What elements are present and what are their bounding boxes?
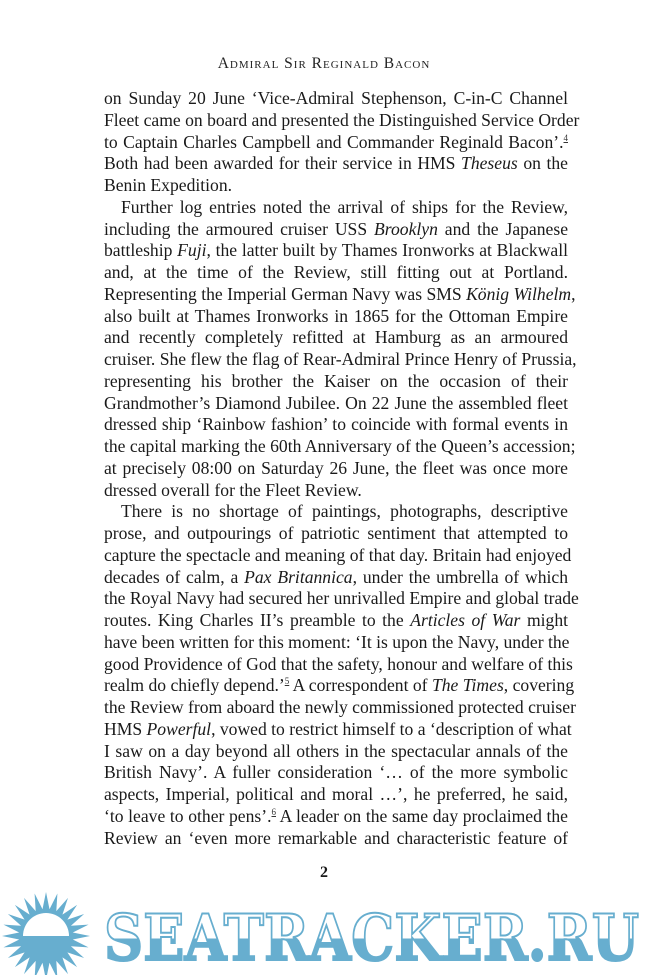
text-run: aspects, Imperial, political and moral …’, he preferred, he said, [104, 784, 568, 804]
text-line [104, 632, 568, 654]
text-line [104, 697, 576, 719]
text-line [104, 132, 568, 154]
text-run: A leader on the same day proclaimed the [276, 805, 568, 826]
text-run: Review an ‘even more remarkable and characteristic feature of [104, 827, 568, 848]
text-run: and the Japanese [437, 218, 569, 239]
running-head: Admiral Sir Reginald Bacon [217, 55, 431, 72]
text-run: I saw on a day beyond all others in the spectacular annals of the [104, 740, 568, 761]
text-line [104, 393, 568, 415]
text-run: , under the umbrella of which [352, 566, 568, 587]
text-run: Further log entries noted the arrival of ships for the Review, [121, 196, 568, 217]
watermark-logo [0, 882, 648, 975]
text-line [104, 718, 572, 741]
text-line [104, 414, 568, 436]
text-line [104, 828, 568, 850]
text-run: and recently completely refitted at Hamburg as an armoured [104, 327, 568, 348]
text-run: , the latter built by Thames Ironworks at Blackwall [206, 240, 568, 261]
text-line [104, 762, 568, 784]
text-run: Benin Expedition. [104, 175, 233, 195]
text-run: decades of calm, a [104, 566, 245, 587]
watermark-text: SEATRACKER.RU [104, 901, 639, 975]
text-line [104, 675, 575, 697]
text-run: Fleet came on board and presented the Distinguished Service Order [104, 109, 580, 130]
text-run: including the armoured cruiser USS [104, 218, 375, 239]
text-run: at precisely 08:00 on Saturday 26 June, the fleet was once more [104, 457, 568, 478]
text-run: realm do chiefly depend.’ [104, 675, 285, 696]
body-text [104, 88, 580, 849]
text-line [104, 806, 568, 828]
text-line [104, 262, 568, 284]
text-run: Both had been awarded for their service in HMS [104, 153, 462, 174]
italic-text: Fuji [177, 240, 207, 261]
page-number: 2 [320, 864, 328, 881]
text-line [104, 436, 576, 458]
text-line [104, 653, 573, 676]
text-line [104, 175, 568, 197]
text-run: good Providence of God that the safety, honour and welfare of this [104, 653, 573, 674]
text-run: cruiser. She flew the flag of Rear-Admiral Prince Henry of Prussia, [104, 349, 577, 369]
text-run: Grandmother’s Diamond Jubilee. On 22 June the assembled fleet [104, 392, 568, 413]
text-line [104, 567, 568, 589]
text-line [104, 588, 579, 610]
text-run: , covering [503, 675, 575, 696]
italic-text: Articles of War [410, 610, 521, 630]
italic-text: Theseus [461, 153, 518, 174]
text-line [104, 88, 568, 110]
text-line [104, 741, 568, 763]
text-run: dressed ship ‘Rainbow fashion’ to coincide with formal events in [104, 414, 568, 435]
text-run: the Review from aboard the newly commissioned protected cruiser [104, 697, 576, 717]
footnote-ref[interactable]: 5 [284, 676, 290, 687]
text-line [104, 523, 568, 545]
footnote-ref[interactable]: 6 [271, 806, 276, 817]
text-run: capture the spectacle and meaning of that day. Britain had enjoyed [104, 544, 572, 565]
italic-text: The Times [431, 675, 504, 696]
text-line [104, 327, 568, 349]
text-run: , [571, 283, 576, 304]
text-run: the Royal Navy had secured her unrivalled Empire and global trade [104, 588, 579, 609]
text-run: to Captain Charles Campbell and Commander Reginald Bacon’. [104, 131, 564, 152]
text-line [104, 109, 580, 132]
text-run: might [520, 610, 569, 630]
text-line [104, 197, 568, 219]
text-run: battleship [104, 240, 178, 261]
text-line [104, 501, 568, 523]
footnote-ref[interactable]: 4 [563, 132, 568, 143]
text-line [104, 480, 568, 502]
text-run: on the [517, 153, 568, 174]
text-run: British Navy’. A fuller consideration ‘… of the more symbolic [104, 762, 568, 783]
text-line [104, 458, 568, 480]
text-line [104, 544, 572, 567]
text-run: on Sunday 20 June ‘Vice-Admiral Stephenson, C-in-C Channel [104, 88, 568, 108]
text-run: prose, and outpourings of patriotic sentiment that attempted to [104, 523, 568, 543]
text-run: There is no shortage of paintings, photographs, descriptive [121, 501, 568, 522]
text-run: ‘to leave to other pens’. [104, 805, 272, 826]
text-line [104, 219, 568, 241]
text-run: also built at Thames Ironworks in 1865 for the Ottoman Empire [104, 305, 568, 326]
italic-text: Pax Britannica [244, 566, 353, 587]
text-line [104, 610, 568, 632]
text-run: dressed overall for the Fleet Review. [104, 479, 362, 500]
text-line [104, 306, 568, 328]
text-run: A correspondent of [289, 675, 432, 696]
text-line [104, 240, 568, 262]
text-run: Representing the Imperial German Navy was SMS [104, 283, 467, 304]
text-run: representing his brother the Kaiser on the occasion of their [104, 370, 568, 391]
italic-text: Brooklyn [374, 218, 438, 239]
italic-text: Powerful [146, 718, 212, 739]
text-run: the capital marking the 60th Anniversary of the Queen’s accession; [104, 436, 576, 456]
sun-icon [2, 892, 90, 975]
text-line [104, 153, 568, 175]
text-run: routes. King Charles II’s preamble to the [104, 610, 411, 630]
text-line [104, 784, 568, 806]
italic-text: König Wilhelm [466, 283, 572, 304]
text-line [104, 283, 576, 306]
text-run: and, at the time of the Review, still fitting out at Portland. [104, 262, 568, 282]
text-run: , vowed to restrict himself to a ‘description of what [211, 718, 572, 739]
text-run: HMS [104, 718, 147, 739]
text-line [104, 371, 568, 393]
text-run: have been written for this moment: ‘It is upon the Navy, under the [104, 631, 570, 652]
text-line [104, 349, 577, 371]
